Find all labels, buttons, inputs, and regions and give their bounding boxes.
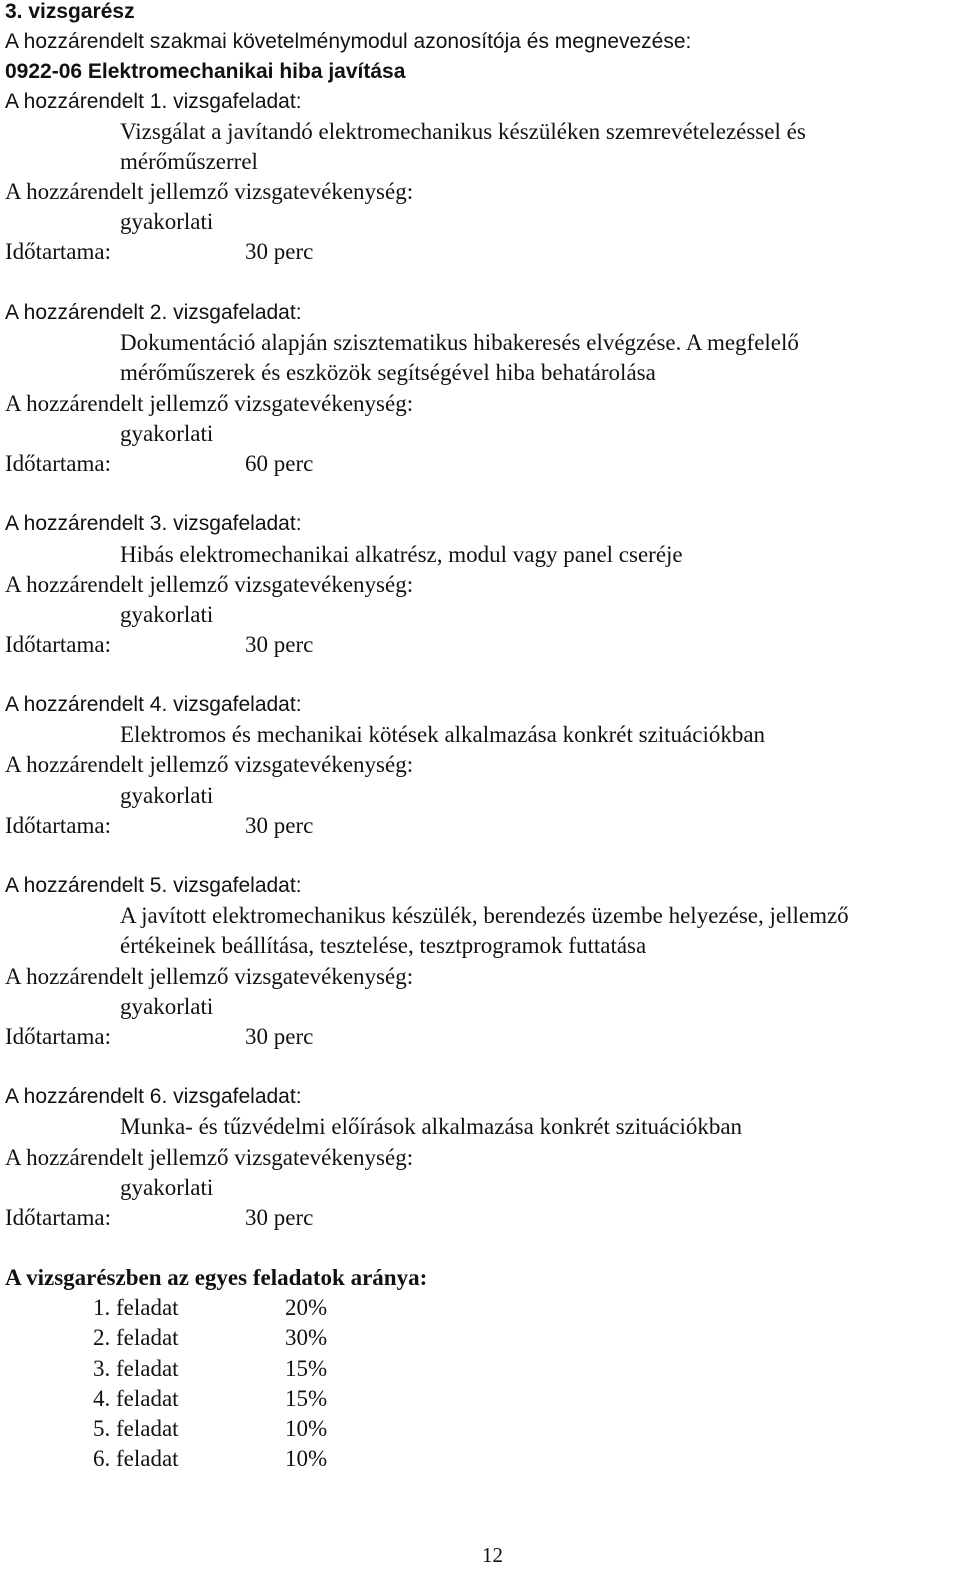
task-2-header: A hozzárendelt 2. vizsgafeladat: xyxy=(5,301,302,324)
task-1-desc-line-2: mérőműszerrel xyxy=(120,149,258,174)
task-2-desc-line-2: mérőműszerek és eszközök segítségével hiba behatárolása xyxy=(120,360,656,385)
ratio-row xyxy=(5,1414,405,1444)
task-2-desc-line-1: Dokumentáció alapján szisztematikus hibakeresés elvégzése. A megfelelő xyxy=(120,330,799,355)
ratio-row xyxy=(5,1444,405,1474)
task-3-desc-line-1: Hibás elektromechanikai alkatrész, modul vagy panel cseréje xyxy=(120,542,683,567)
task-1-activity-label: A hozzárendelt jellemző vizsgatevékenység: xyxy=(5,179,414,204)
task-5-duration-label: Időtartama: xyxy=(5,1024,112,1049)
section-title: 3. vizsgarész xyxy=(5,0,135,23)
module-name: 0922-06 Elektromechanikai hiba javítása xyxy=(5,60,406,83)
task-2-duration-value: 60 perc xyxy=(245,451,314,476)
task-1-duration-row xyxy=(5,237,405,267)
task-1-activity-value: gyakorlati xyxy=(120,209,214,234)
ratio-value: 10% xyxy=(285,1416,328,1441)
task-4-duration-row xyxy=(5,811,405,841)
task-4-desc-line-1: Elektromos és mechanikai kötések alkalmazása konkrét szituációkban xyxy=(120,722,766,747)
task-2-activity-value: gyakorlati xyxy=(120,421,214,446)
task-5-desc-line-1: A javított elektromechanikus készülék, berendezés üzembe helyezése, jellemző xyxy=(120,903,849,928)
task-6-desc-line-1: Munka- és tűzvédelmi előírások alkalmazása konkrét szituációkban xyxy=(120,1114,743,1139)
task-6-duration-value: 30 perc xyxy=(245,1205,314,1230)
ratio-label: 5. feladat xyxy=(93,1416,179,1441)
task-3-duration-value: 30 perc xyxy=(245,632,314,657)
ratio-row xyxy=(5,1354,405,1384)
task-3-header: A hozzárendelt 3. vizsgafeladat: xyxy=(5,512,302,535)
task-5-activity-value: gyakorlati xyxy=(120,994,214,1019)
ratio-value: 20% xyxy=(285,1295,328,1320)
task-4-duration-value: 30 perc xyxy=(245,813,314,838)
task-5-duration-row xyxy=(5,1022,405,1052)
task-4-activity-label: A hozzárendelt jellemző vizsgatevékenység: xyxy=(5,752,414,777)
task-1-desc-line-1: Vizsgálat a javítandó elektromechanikus készüléken szemrevételezéssel és xyxy=(120,119,806,144)
task-5-activity-label: A hozzárendelt jellemző vizsgatevékenység: xyxy=(5,964,414,989)
ratio-value: 15% xyxy=(285,1356,328,1381)
ratio-row xyxy=(5,1323,405,1353)
ratio-label: 4. feladat xyxy=(93,1386,179,1411)
task-6-duration-label: Időtartama: xyxy=(5,1205,112,1230)
ratio-label: 6. feladat xyxy=(93,1446,179,1471)
task-2-activity-label: A hozzárendelt jellemző vizsgatevékenység: xyxy=(5,391,414,416)
task-1-header: A hozzárendelt 1. vizsgafeladat: xyxy=(5,90,302,113)
task-4-header: A hozzárendelt 4. vizsgafeladat: xyxy=(5,693,302,716)
ratio-label: 1. feladat xyxy=(93,1295,179,1320)
task-2-duration-row xyxy=(5,449,405,479)
ratio-title: A vizsgarészben az egyes feladatok aránya: xyxy=(5,1265,428,1290)
page-number: 12 xyxy=(482,1543,503,1567)
task-1-duration-label: Időtartama: xyxy=(5,239,112,264)
task-6-duration-row xyxy=(5,1203,405,1233)
ratio-row xyxy=(5,1293,405,1323)
task-2-duration-label: Időtartama: xyxy=(5,451,112,476)
module-label: A hozzárendelt szakmai követelménymodul azonosítója és megnevezése: xyxy=(5,30,692,53)
task-3-duration-row xyxy=(5,630,405,660)
task-5-header: A hozzárendelt 5. vizsgafeladat: xyxy=(5,874,302,897)
ratio-value: 15% xyxy=(285,1386,328,1411)
ratio-value: 30% xyxy=(285,1325,328,1350)
task-1-duration-value: 30 perc xyxy=(245,239,314,264)
task-6-activity-label: A hozzárendelt jellemző vizsgatevékenység: xyxy=(5,1145,414,1170)
task-3-duration-label: Időtartama: xyxy=(5,632,112,657)
task-6-header: A hozzárendelt 6. vizsgafeladat: xyxy=(5,1085,302,1108)
task-5-desc-line-2: értékeinek beállítása, tesztelése, tesztprogramok futtatása xyxy=(120,933,647,958)
ratio-value: 10% xyxy=(285,1446,328,1471)
task-5-duration-value: 30 perc xyxy=(245,1024,314,1049)
ratio-row xyxy=(5,1384,405,1414)
ratio-label: 3. feladat xyxy=(93,1356,179,1381)
ratio-label: 2. feladat xyxy=(93,1325,179,1350)
task-4-duration-label: Időtartama: xyxy=(5,813,112,838)
task-3-activity-value: gyakorlati xyxy=(120,602,214,627)
task-6-activity-value: gyakorlati xyxy=(120,1175,214,1200)
task-4-activity-value: gyakorlati xyxy=(120,783,214,808)
task-3-activity-label: A hozzárendelt jellemző vizsgatevékenység: xyxy=(5,572,414,597)
